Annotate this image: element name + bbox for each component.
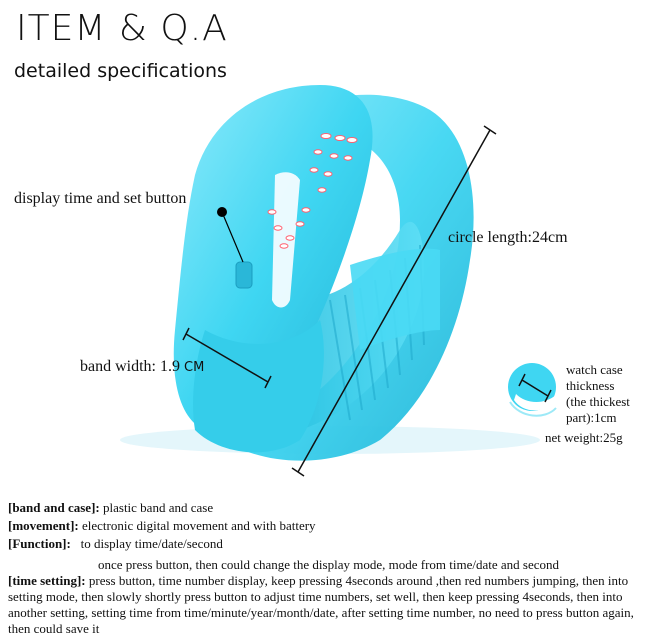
net-weight-label: net weight:25g xyxy=(545,430,623,445)
spec-movement-label: [movement]: xyxy=(8,518,79,534)
band-width-unit: CM xyxy=(184,360,205,375)
circle-length-label: circle length:24cm xyxy=(448,229,568,246)
spec-time-row xyxy=(8,573,648,638)
case-thickness-line: thickness xyxy=(566,378,615,393)
band-width-label xyxy=(80,358,204,376)
spec-movement-row xyxy=(8,518,648,534)
case-thickness-label xyxy=(566,362,630,426)
spec-movement-value: electronic digital movement and with battery xyxy=(78,518,316,534)
display-button-label: display time and set button xyxy=(14,190,187,207)
page-subtitle: detailed specifications xyxy=(14,60,227,82)
spec-function-detail: once press button, then could change the display mode, mode from time/date and second xyxy=(98,556,560,572)
case-thickness-line: (the thickest xyxy=(566,394,630,409)
case-thickness-line: watch case xyxy=(566,362,623,377)
specifications-block xyxy=(8,500,648,638)
spec-band-value: plastic band and case xyxy=(99,500,214,515)
spec-function-value: to display time/date/second xyxy=(70,536,223,552)
case-thickness-line: part):1cm xyxy=(566,410,617,425)
spec-time-value: press button, time number display, keep pressing 4seconds around ,then red numbers jumping, then into setting mode, then slowly shortly press button to adjust time numbers, set well, then keep pressing 4seconds, then into another setting, setting time from time/minute/year/month/date, after setting time number, no need to press button again, then could save it xyxy=(8,572,634,637)
spec-band-row xyxy=(8,500,648,516)
spec-function-label: [Function]: xyxy=(8,536,71,552)
band-width-text: band width: 1.9 xyxy=(80,358,184,375)
spec-band-label: [band and case]: xyxy=(8,500,100,515)
spec-function-row xyxy=(8,536,648,552)
spec-time-label: [time setting]: xyxy=(8,572,86,588)
page-title: ITEM & Q.A xyxy=(16,8,228,49)
